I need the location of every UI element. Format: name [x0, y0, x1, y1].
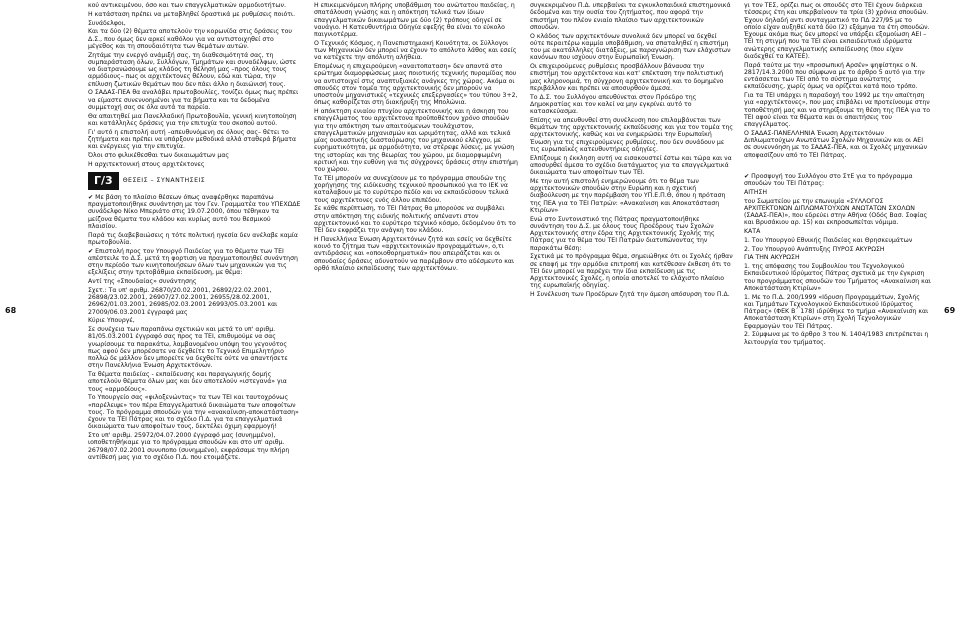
paragraph: Ζητάμε την ενεργό ανάμιξή σας, τη διαθεσιμότητά σας, τη συμπαράσταση όλων, Συλλόγων, Τμημάτων και συναδέλφων, ώστε να διατρανώσουμε ως κλάδος τη θέλησή μας –προς όλους τους αρμόδιους– πως οι αρχιτέκτονες θέλουν, εδώ και τώρα, την επίλυση ζωτικών θεμάτων που δεν πάει άλλο η διαιώνισή τους.: [88, 51, 297, 88]
paragraph: 1. της απόφασης του Συμβουλίου του Τεχνολογικού Εκπαιδευτικού Ιδρύματος Πάτρας σχετικά με την έγκριση του προγράμματος σπουδών του Τμήματος «Ανακαίνιση και Αποκατάσταση Κτιρίων»: [744, 263, 931, 292]
page-number-left: 68: [5, 306, 17, 315]
paragraph: Και τα δύο (2) θέματα αποτελούν την κορωνίδα στις δράσεις του Δ.Σ., που όμως δεν αρκεί καθόλου για να αντιστοιχηθεί στο μέγεθος και τη σπουδαιότητα των θεμάτων αυτών.: [88, 28, 293, 50]
paragraph: Αντί της «Σπουδαίας» συνάντησης: [88, 278, 197, 285]
paragraph: Ενώ στο Συντονιστικό της Πάτρας πραγματοποιήθηκε συνάντηση του Δ.Σ. με όλους τους Προέδρους των Σχολών Αρχιτεκτονικής στην έδρα της Αρχιτεκτονικής Σχολής της Πάτρας για το θέμα του ΤΕΙ Πατρών διατυπώνοντας την παρακάτω θέση:: [530, 215, 715, 252]
paragraph: Το Υπουργείο σας «φιλοξενώντας» τα των ΤΕΙ και ταυτοχρόνως «παρέλειψε» τον πέρα Επαγγελματικά δικαιώματα των αποφοίτων τους. Το πρόγραμμα σπουδών για την «ανακαίνιση-αποκατάσταση» έχουν τα ΤΕΙ Πάτρας και το σχέδιο Π.Δ. για τα επαγγελματικά δικαιώματα των αποφοίτων τους, δεκτέλει όχιμη εφαρμογή!: [88, 394, 299, 431]
paragraph: Σχετ.: Τα υπ' αριθμ. 26870/20.02.2001, 26892/22.02.2001, 26898/23.02.2001, 26907/27.02.2001, 26955/28.02.2001, 26962/01.03.2001, 26985/02.03.2001 26993/05.03.2001 και 27009/06.03.2001 έγγραφά μας: [88, 286, 278, 316]
paragraph: Όλοι στο φιλικέθεσθαι των δικαιωμάτων μας: [88, 151, 230, 159]
section-title: ΘΕΣΕΙΣ – ΣΥΝΑΝΤΗΣΕΙΣ: [122, 177, 206, 185]
paragraph: Ο Τεχνικός Κόσμος, η Πανεπιστημιακή Κοινότητα, οι Σύλλογοι των Μηχανικών δεν μπορεί να έχουν το απόλυτο λάθος και εσείς να κατέχετε την απόλυτη αλήθεια.: [314, 39, 517, 62]
paragraph: Συνάδελφοι,: [88, 19, 126, 27]
paragraph: Επίσης να απευθυνθεί στη συνέλευση που επιλαμβάνεται των θεμάτων της αρχιτεκτονικής εκπαίδευσης και για τον τομέα της αρχιτεκτονικής, καθώς και να ενημερώσει την Ευρωπαϊκή Ένωση για τις επιχειρούμενες ρυθμίσεις, που δεν συνάδουν με τις ευρωπαϊκές κατευθυντήριες οδηγίες.: [530, 116, 734, 153]
paragraph: Τα ΤΕΙ μπορούν να συνεχίσουν με το πρόγραμμα σπουδών της χορήγησης της ειδίκευσης τεχνικού προσωπικού για το ΙΕΚ να καταλαβουν με το ευρύτερο πεδίο και να εκπαιδεύσουν τελικά τους αρχιτέκτονες ενός άλλου επιπέδου.: [314, 174, 509, 204]
paragraph: Γι' αυτό η επιστολή αυτή –απευθυνόμενη σε όλους σας– θέτει το ζητήματα και πρέπει να υπάρξουν μεθοδικά αλλά σταθερά βήματα και ενέργειες για την επιτυχία.: [88, 128, 297, 150]
paragraph: γι τον ΤΕΣ, ορίζει πως οι σπουδές στο ΤΕΙ έχουν διάρκεια τέσσερις έτη και υπερβαίνουν τα τρία (3) χρόνια σπουδών. Έχουν δηλαδή αντι συνταγματικό το ΠΔ 227/95 με το οποίο είχαν αυξηθεί κατά δύο (2) εξάμηνα τα έτη σπουδών. Έχουμε ακόμα πως δεν μπορεί να υπάρξει εξομοίωση ΑΕΙ – ΤΕΙ τη στιγμή που τα ΤΕΙ είναι εκπαιδευτικά ιδρύματα ανώτερης επαγγελματικής εκπαίδευσης (που είχαν διαδεχθεί τα ΚΑΤΕΕ).: [744, 2, 930, 60]
paragraph: Η κατάσταση πρέπει να μεταβληθεί δραστικά με ρυθμίσεις ποιότι.: [88, 10, 296, 18]
column-1-paragraphs-top: [88, 2, 301, 168]
paragraph: Ο ΣΑΔΑΣ-ΠΕΑ θα αναλάβει πρωτοβουλίες, τονίζει όμως πως πρέπει να είμαστε συνεννοημένοι για τα βήματα και τα δεδομένα συμμετοχή σας σε όλα αυτά τα παρεία.: [88, 89, 299, 111]
column-1-paragraphs-bottom: [88, 194, 301, 461]
text-column-4: [744, 2, 931, 347]
paragraph: ΑΙΤΗΣΗ: [744, 188, 768, 196]
page-number-right: 69: [944, 306, 956, 315]
paragraph: Τα θέματα παιδείας - εκπαίδευσης και παραγωγικής δομής αποτελούν θέματα όλων μας και δεν αποτελούν «ιστεγανά» για τους «αρμοδίους».: [88, 371, 287, 393]
paragraph: Ο ΣΑΔΑΣ-ΠΑΝΕΛΛΗΝΙΑ Ένωση Αρχιτεκτόνων Διπλωματούχων Ανωτάτων Σχολών Μηχανικών και οι ΑΕΙ σε συνεννόηση με το ΣΑΔΑΣ-ΠΕΑ, και οι Σχολές μηχανικών αποφασίζουν από το ΤΕΙ Πάτρας.: [744, 129, 928, 159]
text-column-2: [314, 2, 520, 274]
paragraph: ✔ Επιστολή προς τον Υπουργό Παιδείας για το θέματα των ΤΕΙ απέστειλε το Δ.Σ. μετά τη φορτιση να πραγματοποιηθεί συνάντηση στην περίοδο των κινητοποιήσεων όλων των μηχανικών για τις εξελίξεις στην τριτοβάθμια εκπαίδευση, με θέμα:: [88, 247, 298, 277]
paragraph: Η Πανελλήνια Ένωση Αρχιτεκτόνων ζητά και εσείς να δεχθείτε κοινό το ζήτημα των «αρχιτεκτονικών προγραμμάτων», ο,τι αντιδράσεις και «οποιοθορηματικά» που απειράζεται και οι σπουδαίες δράσεις αδυνατούν να παρέμβουν στο αδέσμευτο και ορθό πλαίσιο εκπαίδευσης των αρχιτεκτόνων.: [314, 235, 515, 272]
paragraph: Το Δ.Σ. του Συλλόγου απευθύνεται στον Πρόεδρο της Δημοκρατίας και τον καλεί να μην εγκρίνει αυτό το κατασκεύασμα.: [530, 93, 697, 115]
paragraph: 2. Σύμφωνα με το άρθρο 3 του Ν. 1404/1983 επιτρέπεται η λειτουργία του τμήματος.: [744, 331, 929, 346]
paragraph: Ελπίζουμε η έκκληση αυτή να εισακουστεί έστω και τώρα και να αποσυρθεί άμεσα το σχέδιο διατάγματος για τα επαγγελματικά δικαιώματα των αποφοίτων των ΤΕΙ.: [530, 154, 732, 176]
paragraph: Θα απαιτηθεί μια Πανελλαδική Πρωτοβουλία, γενική κινητοποίηση και κατάλληλες δράσεις για την επιτυχία του σκοπού αυτού.: [88, 112, 297, 127]
paragraph: ΓΙΑ ΤΗΝ ΑΚΥΡΩΣΗ: [744, 254, 800, 262]
paragraph: Η επικειμενόμενη πλήρης υποβάθμιση του ανώτατου παιδείας, η σπατάλουση γνώσης και η απόκτηση τελικά των ίδιων επαγγελματικών δικαιωμάτων με δύο (2) τρόπους οδηγεί σε ναυάγιο. Η Κατευθυντήρια Οδηγία εφεξής θα είναι το εύκολο παιγνιοτέρμα.: [314, 2, 515, 38]
text-column-3: [530, 2, 733, 300]
column-4-paragraphs-bottom: [744, 173, 931, 346]
paragraph: Η Συνέλευση των Προέδρων ζητά την άμεση απόσυρση του Π.Δ.: [530, 291, 730, 298]
paragraph: Η αρχιτεκτονική στους αρχιτέκτονες: [88, 160, 205, 168]
paragraph: κού αντικειμένου, όσο και των επαγγελματικών αρμοδιοτήτων.: [88, 2, 286, 9]
paragraph: συγκεκριμένου Π.Δ. υπερβαίνει τα εγκυκλοπαιδικά επιστημονικά δεδομένα και την ουσία του ζητήματος, που αφορά την επιστήμη του πλέον ενιαίο πλαίσιο των αρχιτεκτονικών σπουδών.: [530, 2, 731, 31]
paragraph: ΚΑΤΑ: [744, 228, 761, 235]
paragraph: Παρά ταύτα με την «προσωπική Αρσέν» ψηφίστηκε ο Ν. 2817/14.3.2000 που σύμφωνα με το άρθρο 5 αυτό για την εντάσσεται των ΤΕΙ από το σύστημα ανώτατης εκπαίδευσης, χωρίς όμως να ορίζεται κατά ποιο τρόπο.: [744, 61, 925, 91]
paragraph: Παρά τις διαβεβαιώσεις η τότε πολιτική ηγεσία δεν ανέλαβε καμία πρωτοβουλία.: [88, 231, 298, 246]
paragraph: Ο κλάδος των αρχιτεκτόνων συνολικά δεν μπορεί να δεχθεί ούτε περαιτέρω καμμία υποβάθμιση, να σπαταληθεί η επιστήμη του με ακατάλληλες διατάξεις, με παραγνώριση των ελάχιστων κανόνων που ισχύουν στην Ευρωπαϊκή Ένωση.: [530, 32, 731, 62]
paragraph: Σε συνέχεια των παραπάνω σχετικών και μετά το υπ' αριθμ. 81/05.03.2001 έγγραφό σας προς τα ΤΕΙ, επιθυμούμε να σας γνωρίσουμε τα παρακάτω, λαμβανομένου υπόψη του γεγονότος πως αφού δεν μπορέσατε να δεχθείτε το Τεχνικό Επιμελητήριο πολλώ δε μάλλον δεν μπορείτε να δεχθείτε ούτε να απαντήσετε στην Πανελλήνια Ένωση Αρχιτεκτόνων.: [88, 326, 288, 370]
paragraph: Επομένως η επιχειρούμενη «αναιτοπαταση» δεν απαντά στο ερώτημα διαμορφώσεως μιας ποιοτικής τεχνικής πυραμίδας που να αντιστοιχεί στις αναπτυξιακές ανάγκες της χώρας. Ακόμα οι σπουδές στον τομέα της αρχιτεκτονικής δεν μπορούν να υποστούν μηχανιστικές «τεχνικές επεξεργασίες» του τύπου 3+2, όπως καθορίζεται στη διακήρυξη της Μπολώνια.: [314, 63, 518, 107]
text-column-1: [88, 2, 301, 463]
column-4-paragraphs-top: [744, 2, 931, 159]
section-badge: Γ/3: [88, 172, 119, 190]
paragraph: Οι επιχειρούμενες ρυθμίσεις προσβάλλουν βάναυσα την επιστήμη του αρχιτέκτονα και κατ' επέκταση την πολιτιστική μας κληρονομιά, τη σύγχρονη αρχιτεκτονική και το δομημένο περιβάλλον και πρέπει να αποσυρθούν άμεσα.: [530, 63, 724, 92]
paragraph: 1. Με το Π.Δ. 200/1999 «Ιδρυση Προγραμμάτων, Σχολής και Τμημάτων Τεχνολογικού Εκπαιδευτικού Ιδρύματος Πάτρας» (ΦΕΚ Β΄ 178) ιδρύθηκε το τμήμα «Ανακαίνιση και Αποκατάσταση Κτιρίων» στη Σχολή Τεχνολογικών Εφαρμογών του ΤΕΙ Πάτρας.: [744, 293, 929, 330]
paragraph: ✔ Προσφυγή του Συλλόγου στο ΣτΕ για το πρόγραμμα σπουδών του ΤΕΙ Πάτρας:: [744, 172, 913, 187]
paragraph: 2. Του Υπουργού Ανάπτυξης ΠΥΡΟΣ ΑΚΥΡΩΣΗ: [744, 245, 885, 253]
paragraph: Σε κάθε περίπτωση, το ΤΕΙ Πάτρας θα μπορούσε να συμβάλει στην απόκτηση της ειδικής πολιτικής απέναντι στον αρχιτεκτονικό και το ευρύτερο τεχνικό κόσμο, δεδομένου ότι το ΤΕΙ δεν εκφράζει την ανάγκη του κλάδου.: [314, 205, 516, 234]
paragraph: Στο υπ' αριθμ. 25972/04.07.2000 έγγραφό μας (συνημμένο), ιοποθετηθήκαμε για το πρόγραμμα σπουδών και στο υπ' αριθμ. 26798/07.02.2001 συνυποπο (συνημμένο), εκφράσαμε την πλήρη αντίθεσή μας για το σχέδιο Π.Δ. που ετοιμάζετε.: [88, 432, 290, 461]
paragraph: Σχετικά με το πρόγραμμα θέμα, σημειώθηκε ότι οι Σχολές ήρθαν σε επαφή με την αρμόδια επιτροπή και κατέθεσαν έκθεση ότι το ΤΕΙ δεν μπορεί να παρέχει την ίδια εκπαίδευση με τις Αρχιτεκτονικές Σχολές, η οποία αποτελεί το ελάχιστο πλαίσιο της ευρωπαϊκής οδηγίας.: [530, 253, 733, 290]
paragraph: Η απόκτηση ενιαίου πτυχίου αρχιτεκτονικής και η άσκηση του επαγγέλματος του αρχιτέκτονα προϋποθέτουν χρόνο σπουδών για την απόκτηση των απαιτούμενων τουλάχιστον, επαγγελματικών μηχανισμών και ωριμότητας, αλλά και τελικά μίας ουσιαστικής διασταύρωσης του μηχανικού ελέγχου, με ευρηματικότητα, με αρμοδιότητα, να στέρεψε λύσεις, με γνώση της ιστορίας και της θεωρίας του χώρου, με διαμορφωμένη κριτική και την ευθύνη για τις σύγχρονες δράσεις στην επιστήμη του χώρου.: [314, 108, 518, 173]
paragraph: Με την αυτή επιστολή ενημερώνουμε ότι το θέμα των αρχιτεκτονικών σπουδών στην Ευρώπη και η σχετική διαβούλευση με την παρέμβαση του ΥΠ.Ε.Π.Θ, όπου η πρόταση της ΠΕΑ για το ΤΕΙ Πατρών: «Ανακαίνιση και Αποκατάσταση Κτιρίων»: [530, 177, 726, 214]
paragraph: 1. Του Υπουργού Εθνικής Παιδείας και Θρησκευμάτων: [744, 236, 913, 244]
paragraph: Για τα ΤΕΙ υπάρχει η παραδοχή του 1992 με την απαίτηση για «αρχιτέκτονες», που μας επιβάλει να προτείνουμε στην τοποθέτησή μας και να στηρίξουμε τη θέση της ΠΕΑ για το ΤΕΙ αφού είναι τα θέματα και οι απαιτήσεις του επαγγέλματος.: [744, 92, 931, 128]
paragraph: ✔ Με βάση το πλαίσιο θέσεων όπως αναφέρθηκε παραπάνω πραγματοποιήθηκε συνάντηση με τον Γεν. Γραμματέα του ΥΠΕΧΩΔΕ συνάδελφο Νίκο Μπεριάτο στις 19.07.2000, όπου τέθηκαν τα μείζονα θέματα του κλάδου και κυρίως αυτό του θεσμικού πλαισίου.: [88, 193, 301, 230]
paragraph: του Σωματείου με την επωνυμία «ΣΥΛΛΟΓΟΣ ΑΡΧΙΤΕΚΤΟΝΩΝ ΔΙΠΛΩΜΑΤΟΥΧΩΝ ΑΝΩΤΑΤΩΝ ΣΧΟΛΩΝ (ΣΑΔΑΣ-ΠΕΑ)», που εδρεύει στην Αθήνα (Οδός Βασ. Σοφίας και Βρυσάκιου αρ. 15) και εκπροσωπείται νόμιμα.: [744, 197, 928, 227]
section-header: [88, 172, 301, 190]
paragraph: Κύριε Υπουργέ,: [88, 317, 135, 325]
